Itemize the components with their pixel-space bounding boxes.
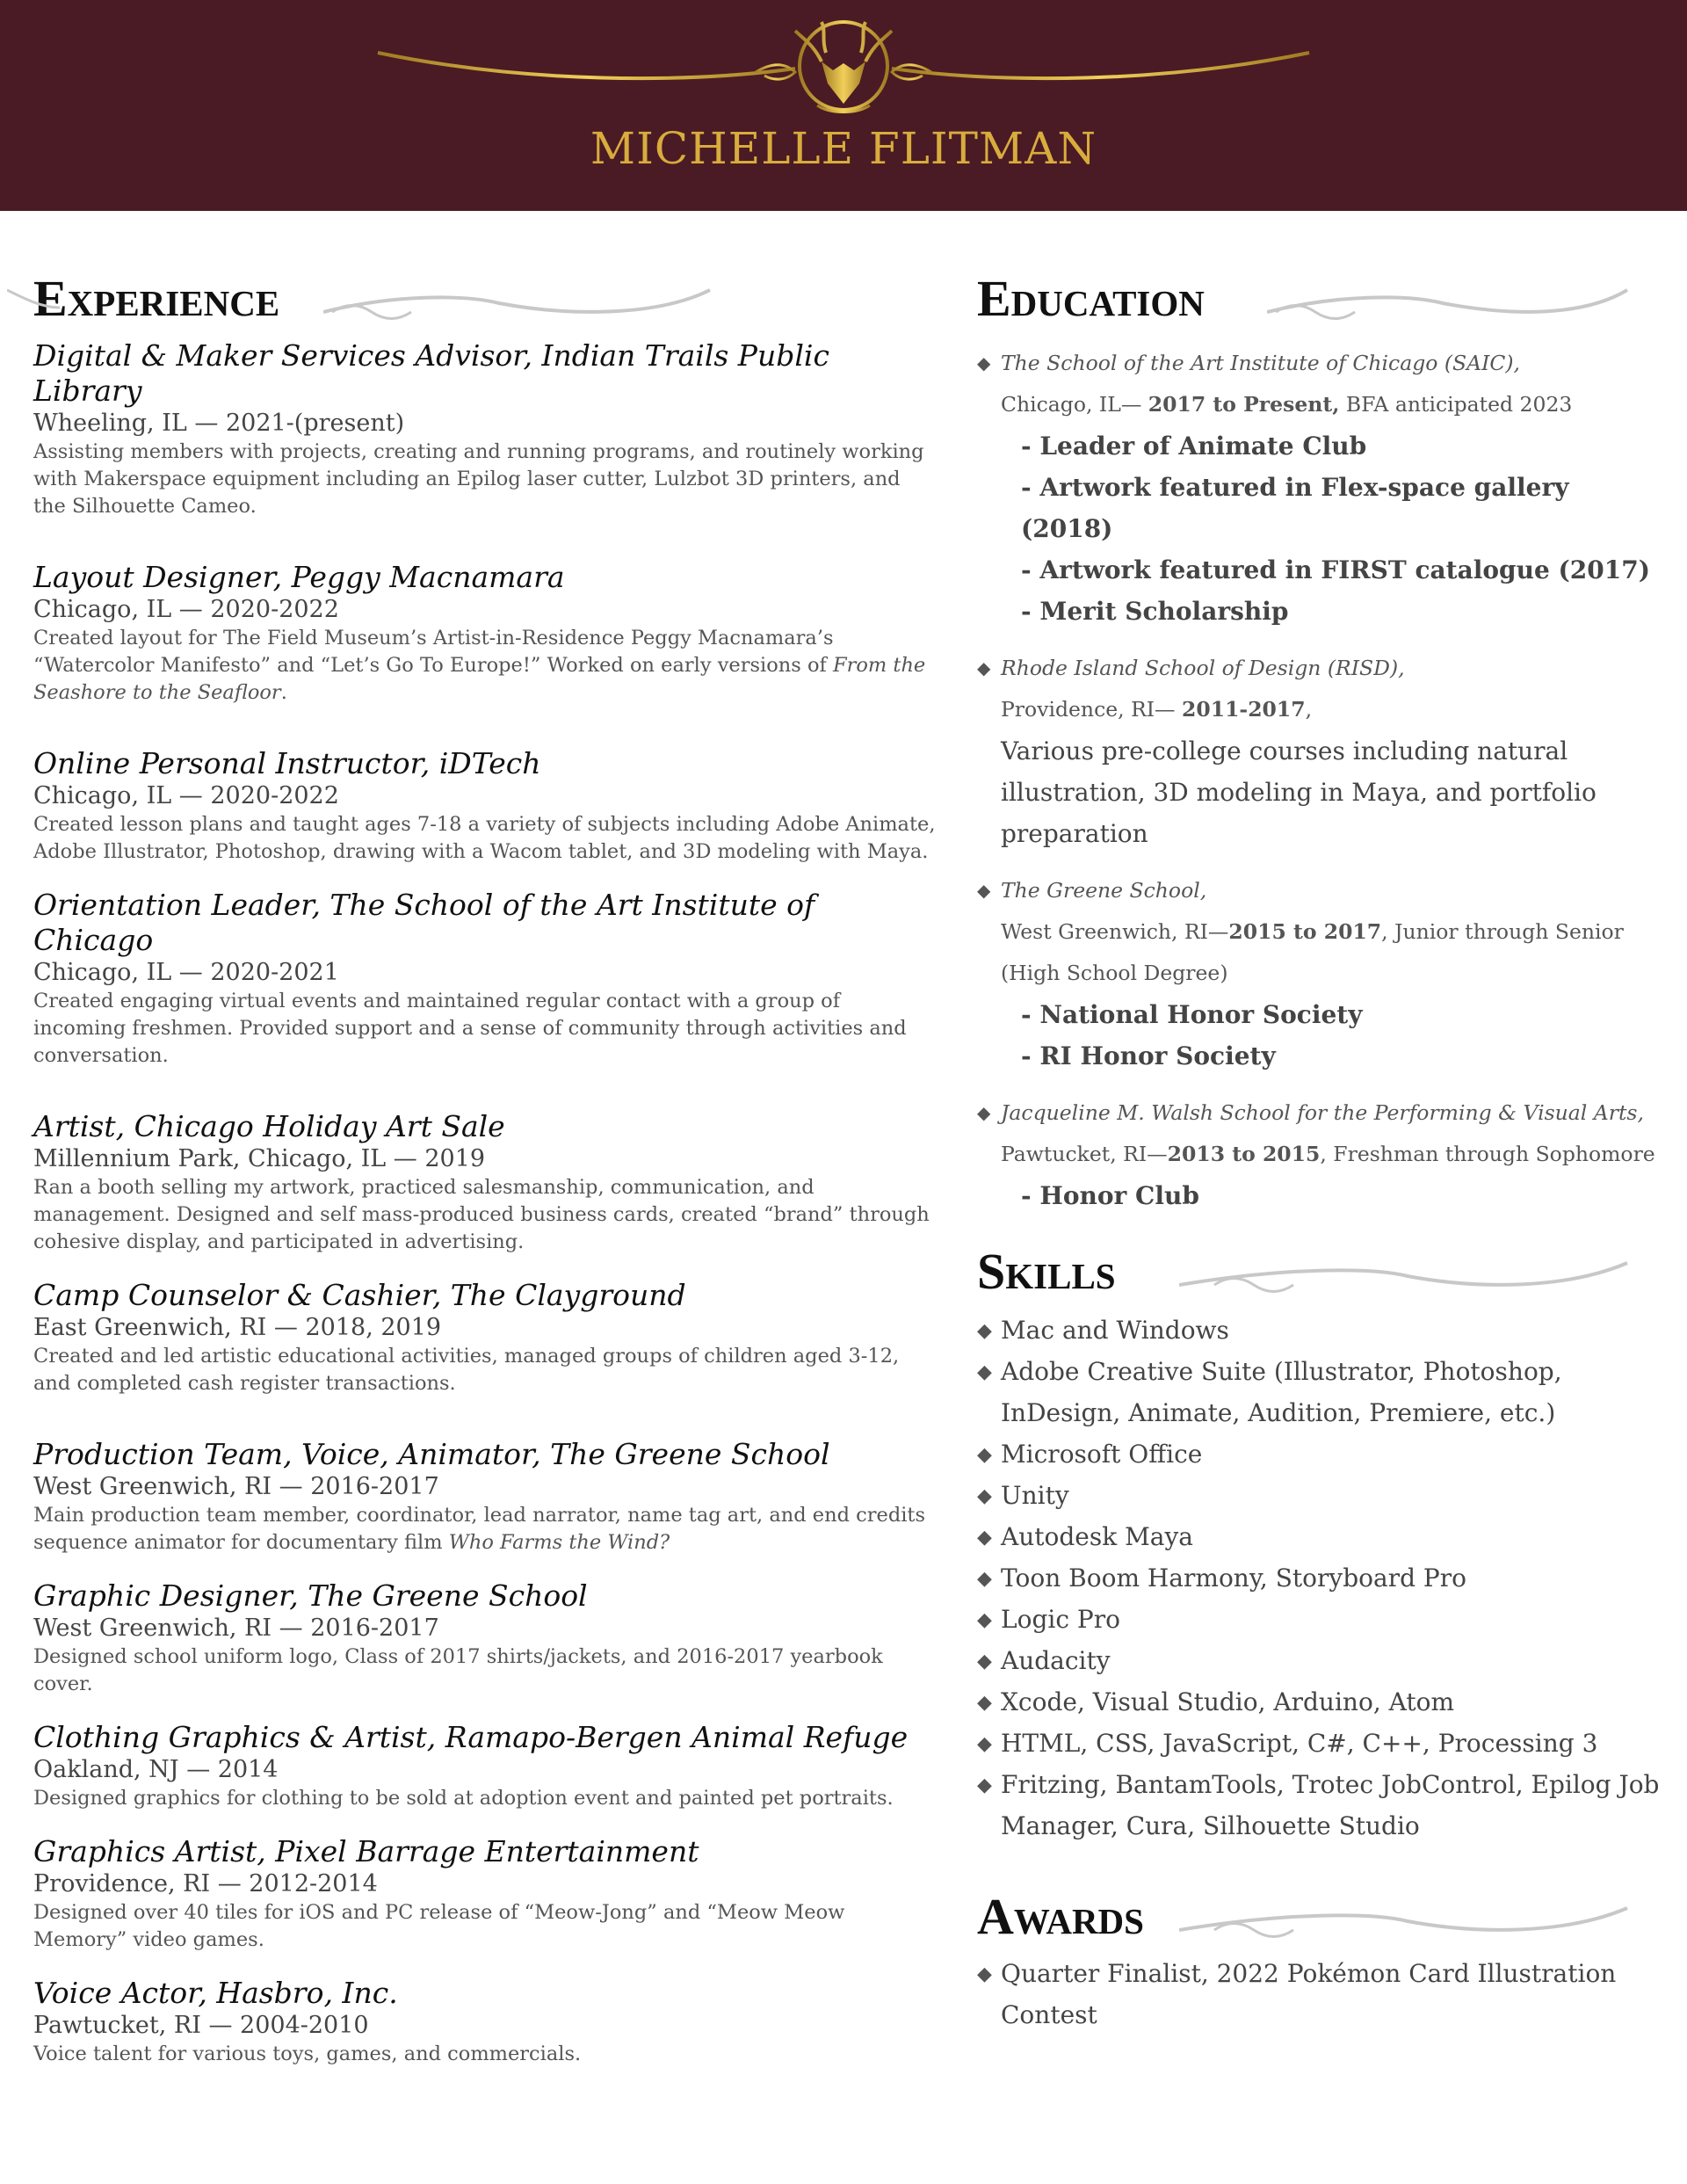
school-dates: 2015 to 2017 xyxy=(1228,919,1382,944)
honor-item: - Honor Club xyxy=(1021,1181,1199,1210)
school-name: Jacqueline M. Walsh School for the Performing & Visual Arts, xyxy=(1001,1100,1644,1125)
skill-text: Unity xyxy=(1001,1481,1069,1510)
experience-heading xyxy=(33,268,938,338)
job-description-text: Created and led artistic educational activities, managed groups of children aged 3-12, and completed cash register transactions. xyxy=(33,1345,900,1395)
diamond-bullet-icon: ◆ xyxy=(977,1485,992,1507)
job-title: Artist, Chicago Holiday Art Sale xyxy=(33,1109,505,1143)
header-banner xyxy=(0,0,1687,211)
school-details: , xyxy=(1305,697,1313,722)
school-name: The Greene School, xyxy=(1001,878,1207,903)
education-heading xyxy=(977,268,1662,338)
job-description-text: Voice talent for various toys, games, and commercials. xyxy=(33,2043,582,2065)
section-title: Awards xyxy=(977,1888,1144,1945)
job-description-italic: Who Farms the Wind? xyxy=(448,1531,670,1554)
skill-item xyxy=(977,1516,1662,1557)
awards-list xyxy=(977,1953,1662,2035)
education-entry xyxy=(977,1092,1662,1175)
job-location-dates: Oakland, NJ — 2014 xyxy=(33,1756,279,1783)
honor-item: - Leader of Animate Club xyxy=(1021,432,1367,461)
award-text: Quarter Finalist, 2022 Pokémon Card Illustration Contest xyxy=(1001,1959,1617,2029)
school-location: Pawtucket, RI— xyxy=(1001,1142,1168,1166)
experience-entry xyxy=(33,338,938,520)
school-location-dates xyxy=(1001,911,1662,994)
job-location-dates: Chicago, IL — 2020-2021 xyxy=(33,959,339,986)
job-description-text: Created engaging virtual events and maintained regular contact with a group of incoming freshmen. Provided support and a sense of community through activities and conversation. xyxy=(33,990,907,1067)
honor-item: - Artwork featured in Flex-space gallery (2018) xyxy=(1021,473,1569,543)
honor-item: - Merit Scholarship xyxy=(1021,597,1289,626)
skill-text: Fritzing, BantamTools, Trotec JobControl, Epilog Job Manager, Cura, Silhouette Studio xyxy=(1001,1770,1660,1840)
skill-item xyxy=(977,1723,1662,1764)
education-entry xyxy=(977,870,1662,994)
job-description xyxy=(33,1174,938,1256)
school-location-dates xyxy=(1001,689,1662,730)
gold-flourish-emblem-icon xyxy=(0,0,1687,123)
diamond-bullet-icon: ◆ xyxy=(977,1609,992,1631)
experience-entry xyxy=(33,1109,938,1256)
diamond-bullet-icon: ◆ xyxy=(977,1320,992,1342)
job-description-text: Created lesson plans and taught ages 7-18 a variety of subjects including Adobe Animate, Adobe Illustrator, Photoshop, drawing with a Wacom tablet, and 3D modeling with Maya. xyxy=(33,813,936,863)
section-title: Experience xyxy=(33,270,280,327)
school-location: West Greenwich, RI— xyxy=(1001,919,1229,944)
experience-entry xyxy=(33,746,938,866)
skill-text: Adobe Creative Suite (Illustrator, Photoshop, InDesign, Animate, Audition, Premiere, etc.) xyxy=(1001,1357,1562,1427)
job-description-text: Created layout for The Field Museum’s Artist-in-Residence Peggy Macnamara’s “Watercolor Manifesto” and “Let’s Go To Europe!” Worked on early versions of xyxy=(33,627,834,677)
school-dates: 2013 to 2015 xyxy=(1167,1142,1321,1166)
job-description-text: Main production team member, coordinator, lead narrator, name tag art, and end credits sequence animator for documentary film xyxy=(33,1504,926,1554)
job-description xyxy=(33,1643,938,1698)
job-title: Orientation Leader, The School of the Art Institute of Chicago xyxy=(33,888,815,957)
honor-item: - RI Honor Society xyxy=(1021,1041,1276,1070)
school-note: Various pre-college courses including natural illustration, 3D modeling in Maya, and portfolio preparation xyxy=(1001,736,1596,848)
job-description-italic: From the Seashore to the Seafloor xyxy=(33,654,926,704)
diamond-bullet-icon: ◆ xyxy=(977,1733,992,1755)
skill-text: Toon Boom Harmony, Storyboard Pro xyxy=(1001,1564,1466,1593)
diamond-bullet-icon: ◆ xyxy=(977,1692,992,1714)
skill-text: Audacity xyxy=(1001,1646,1111,1675)
experience-entry xyxy=(33,1720,938,1812)
diamond-bullet-icon: ◆ xyxy=(977,1361,992,1383)
job-title: Camp Counselor & Cashier, The Clayground xyxy=(33,1278,686,1312)
school-details: , Junior through Senior (High School Degree) xyxy=(1001,919,1624,985)
school-dates: 2011-2017 xyxy=(1182,697,1306,722)
job-location-dates: West Greenwich, RI — 2016-2017 xyxy=(33,1473,439,1500)
diamond-bullet-icon: ◆ xyxy=(977,1444,992,1466)
job-description-end: . xyxy=(280,681,287,704)
skills-heading xyxy=(977,1241,1662,1311)
awards-heading xyxy=(977,1886,1662,1956)
education-entry xyxy=(977,648,1662,854)
diamond-bullet-icon: ◆ xyxy=(977,1774,992,1796)
diamond-bullet-icon: ◆ xyxy=(977,352,991,374)
job-location-dates: Chicago, IL — 2020-2022 xyxy=(33,596,339,623)
job-title: Digital & Maker Services Advisor, Indian Trails Public Library xyxy=(33,338,829,408)
section-swash-icon xyxy=(7,281,60,334)
skill-item xyxy=(977,1351,1662,1433)
skill-item xyxy=(977,1640,1662,1681)
school-name: Rhode Island School of Design (RISD), xyxy=(1001,656,1405,680)
experience-entry xyxy=(33,888,938,1070)
experience-entry xyxy=(33,1976,938,2068)
section-title: Skills xyxy=(977,1243,1116,1300)
school-location-dates xyxy=(1001,1134,1662,1175)
job-description xyxy=(33,439,938,520)
job-description-text: Designed school uniform logo, Class of 2017 shirts/jackets, and 2016-2017 yearbook cover. xyxy=(33,1645,883,1695)
section-flourish-icon xyxy=(1267,277,1636,330)
job-title: Graphics Artist, Pixel Barrage Entertainment xyxy=(33,1834,699,1868)
school-details: , Freshman through Sophomore xyxy=(1320,1142,1655,1166)
job-title: Online Personal Instructor, iDTech xyxy=(33,746,541,780)
education-list xyxy=(977,343,1662,1216)
skill-item xyxy=(977,1310,1662,1351)
diamond-bullet-icon: ◆ xyxy=(977,1527,992,1549)
experience-column xyxy=(33,268,938,2068)
diamond-bullet-icon: ◆ xyxy=(977,880,991,901)
section-flourish-icon xyxy=(1179,1250,1636,1302)
experience-entry xyxy=(33,1278,938,1397)
job-location-dates: Pawtucket, RI — 2004-2010 xyxy=(33,2012,369,2039)
job-description xyxy=(33,2041,938,2068)
skill-item xyxy=(977,1557,1662,1599)
job-location-dates: Providence, RI — 2012-2014 xyxy=(33,1870,378,1897)
job-description xyxy=(33,811,938,866)
skills-list xyxy=(977,1310,1662,1847)
diamond-bullet-icon: ◆ xyxy=(977,1568,992,1590)
experience-list xyxy=(33,338,938,2068)
skill-text: Logic Pro xyxy=(1001,1605,1120,1634)
job-description xyxy=(33,1343,938,1397)
skill-text: HTML, CSS, JavaScript, C#, C++, Processing 3 xyxy=(1001,1729,1598,1758)
experience-entry xyxy=(33,1437,938,1556)
candidate-name: MICHELLE FLITMAN xyxy=(590,123,1097,174)
experience-entry xyxy=(33,1834,938,1954)
job-description xyxy=(33,1502,938,1556)
job-description-text: Designed graphics for clothing to be sold at adoption event and painted pet portraits. xyxy=(33,1787,894,1810)
job-location-dates: Millennium Park, Chicago, IL — 2019 xyxy=(33,1145,486,1172)
skill-item xyxy=(977,1764,1662,1847)
job-location-dates: West Greenwich, RI — 2016-2017 xyxy=(33,1614,439,1642)
diamond-bullet-icon: ◆ xyxy=(977,1102,991,1123)
job-location-dates: Wheeling, IL — 2021-(present) xyxy=(33,410,405,437)
skill-text: Xcode, Visual Studio, Arduino, Atom xyxy=(1001,1687,1455,1716)
job-title: Clothing Graphics & Artist, Ramapo-Bergen Animal Refuge xyxy=(33,1720,909,1754)
section-flourish-icon xyxy=(323,277,719,330)
job-description-text: Assisting members with projects, creating and running programs, and routinely working with Makerspace equipment including an Epilog laser cutter, Lulzbot 3D printers, and the Silhouette Cameo. xyxy=(33,440,924,518)
job-title: Layout Designer, Peggy Macnamara xyxy=(33,560,565,594)
diamond-bullet-icon: ◆ xyxy=(977,657,991,678)
honor-item: - Artwork featured in FIRST catalogue (2017) xyxy=(1021,555,1650,584)
diamond-bullet-icon: ◆ xyxy=(977,1963,992,1985)
diamond-bullet-icon: ◆ xyxy=(977,1651,992,1672)
skill-text: Mac and Windows xyxy=(1001,1316,1229,1345)
school-details: BFA anticipated 2023 xyxy=(1339,392,1573,417)
section-title: Education xyxy=(977,270,1205,327)
skill-text: Autodesk Maya xyxy=(1001,1522,1193,1551)
job-description xyxy=(33,625,938,707)
job-title: Voice Actor, Hasbro, Inc. xyxy=(33,1976,398,2010)
award-item xyxy=(977,1953,1662,2035)
school-location-dates xyxy=(1001,384,1662,425)
job-location-dates: Chicago, IL — 2020-2022 xyxy=(33,782,339,809)
experience-entry xyxy=(33,560,938,707)
school-dates: 2017 to Present, xyxy=(1148,392,1340,417)
skill-item xyxy=(977,1433,1662,1475)
school-name: The School of the Art Institute of Chicago (SAIC), xyxy=(1001,351,1521,375)
job-description-text: Designed over 40 tiles for iOS and PC release of “Meow-Jong” and “Meow Meow Memory” video games. xyxy=(33,1901,845,1951)
skill-item xyxy=(977,1599,1662,1640)
school-location: Chicago, IL— xyxy=(1001,392,1148,417)
skill-item xyxy=(977,1681,1662,1723)
job-title: Production Team, Voice, Animator, The Greene School xyxy=(33,1437,830,1471)
job-description xyxy=(33,1899,938,1954)
skill-item xyxy=(977,1475,1662,1516)
job-title: Graphic Designer, The Greene School xyxy=(33,1578,588,1613)
school-location: Providence, RI— xyxy=(1001,697,1183,722)
skill-text: Microsoft Office xyxy=(1001,1440,1203,1469)
job-location-dates: East Greenwich, RI — 2018, 2019 xyxy=(33,1314,442,1341)
right-column xyxy=(977,268,1662,2035)
job-description xyxy=(33,1785,938,1812)
honor-item: - National Honor Society xyxy=(1021,1000,1363,1029)
experience-entry xyxy=(33,1578,938,1698)
job-description xyxy=(33,988,938,1070)
section-flourish-icon xyxy=(1179,1895,1636,1948)
job-description-text: Ran a booth selling my artwork, practiced salesmanship, communication, and management. Designed and self mass-produced business cards, created “brand” through cohesive display, and participated in advertising. xyxy=(33,1176,930,1253)
education-entry xyxy=(977,343,1662,425)
